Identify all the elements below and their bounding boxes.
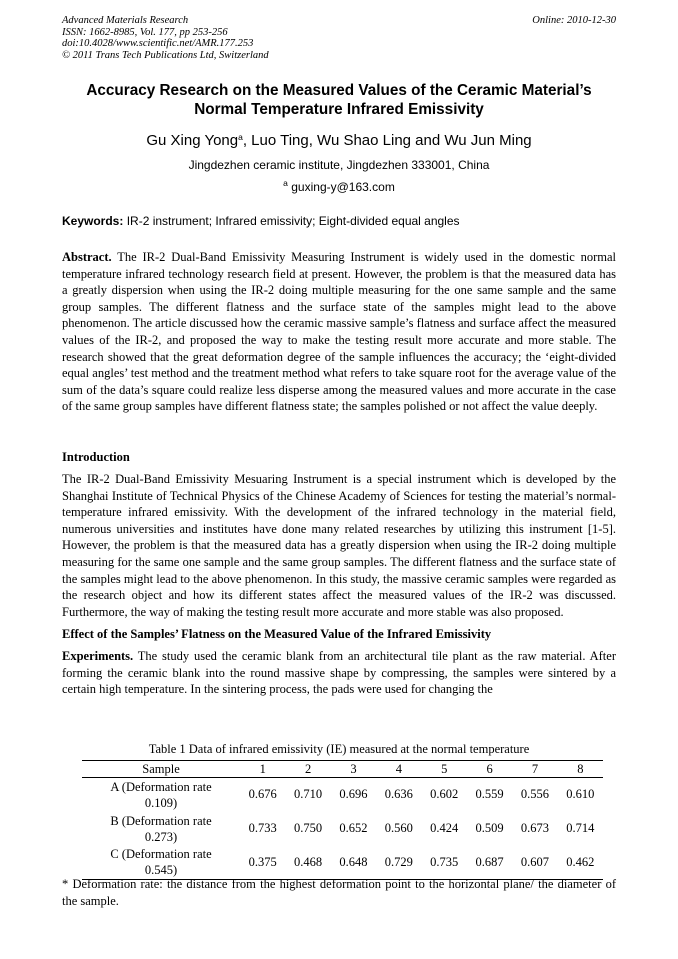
online-date: Online: 2010-12-30 [532,15,616,26]
abstract-text: The IR-2 Dual-Band Emissivity Measuring Instrument is widely used in the domestic normal temperature infrared technology research field at present. However, the problem is that the measured data has a greatly dispersion when using the IR-2 doing multiple measuring for the one same sample and the same group samples. The different flatness and the surface state of the samples might lead to the above phenomenon. The article discussed how the ceramic massive sample’s flatness and surface affect the measured values of the IR-2, and proposed the way to make the testing result more accurate and more stable. The research showed that the great deformation degree of the sample influences the accuracy; the ‘eight-divided equal angles’ test method and the treatment method what refers to take square root for the average value of the sum of the data’s square could realize less disperse among the measured values and more accurate in the case of the same group samples have different flatness state; the samples polished or not affect the value deeply. [62,250,617,414]
authors [40,131,638,151]
other-authors: , Luo Ting, Wu Shao Ling and Wu Jun Ming [242,132,532,149]
value-cell: 0.733 [248,821,277,835]
table-row [82,846,603,880]
value-cell: 0.610 [566,787,595,802]
value-cell: 0.424 [430,821,459,835]
value-cell: 0.687 [467,846,512,880]
journal-doi: doi:10.4028/www.scientific.net/AMR.177.253 [62,38,254,49]
value-cell: 0.729 [376,846,421,880]
author-email [40,179,638,195]
experiments-text: The study used the ceramic blank from an architectural tile plant as the raw material. After forming the ceramic blank into the round massive shape by compressing, the samples were sintered by a certain high temperature. In the sintering process, the pads were used for changing the [62,649,616,697]
journal-name: Advanced Materials Research [62,15,189,26]
value-cell: 0.676 [248,787,277,802]
experiments-label: Experiments. [62,649,134,663]
paper-title [40,81,638,119]
sample-label: A (Deformation rate [110,779,212,794]
col-header-1: 1 [240,761,285,778]
value-cell: 0.560 [384,821,413,835]
value-cell: 0.607 [512,846,557,880]
abstract-label: Abstract. [62,250,112,264]
value-cell: 0.509 [475,821,504,835]
affiliation: Jingdezhen ceramic institute, Jingdezhen 333001, China [188,158,490,172]
sample-cell [82,846,240,880]
email-address: guxing-y@163.com [291,180,395,194]
sample-label: C (Deformation rate [110,847,212,862]
keywords-text: IR-2 instrument; Infrared emissivity; Eight-divided equal angles [126,214,460,228]
value-cell: 0.714 [566,821,595,835]
journal-issn: ISSN: 1662-8985, Vol. 177, pp 253-256 [62,26,228,38]
author-affil-mark: a [238,132,243,142]
value-cell: 0.750 [294,821,323,835]
introduction-heading: Introduction [62,450,130,464]
sample-label: B (Deformation rate [110,813,212,828]
col-header-6: 6 [467,761,512,778]
col-header-5: 5 [422,761,467,778]
value-cell: 0.468 [285,846,330,880]
value-cell: 0.462 [558,846,603,880]
title-line-1: Accuracy Research on the Measured Values of the Ceramic Material’s [86,82,592,99]
keywords-label: Keywords: [62,214,124,228]
value-cell: 0.696 [339,787,368,802]
emissivity-table [82,760,603,880]
table-row [82,778,603,812]
value-cell: 0.710 [294,787,323,802]
sample-rate: 0.109) [144,795,178,810]
col-header-7: 7 [512,761,557,778]
journal-header [62,15,616,61]
experiments-paragraph [62,648,616,698]
value-cell: 0.735 [422,846,467,880]
first-author: Gu Xing Yong [146,132,239,149]
title-line-2: Normal Temperature Infrared Emissivity [194,101,484,118]
introduction-text: The IR-2 Dual-Band Emissivity Mesuaring Instrument is a special instrument which is developed by the Shanghai Institute of Technical Physics of the Chinese Academy of Sciences for testing the material’s normal-temperature infrared emissivity. With the development of the infrared technology in the material field, numerous universities and institutes have done many related researches by utilizing this instrument [1-5]. However, the problem is that the measured data has a greatly dispersion when using the IR-2 doing multiple measuring for the same one sample and the same group samples. The different flatness and the surface state of the samples might lead to the above phenomenon. In this study, the massive ceramic samples were regarded as the research object and how its different states affect the measured values of the IR-2 was discussed. Furthermore, the way of making the testing result more accurate and more stable was also proposed. [62,472,616,619]
value-cell: 0.556 [520,787,549,802]
col-header-4: 4 [376,761,421,778]
col-header-2: 2 [285,761,330,778]
value-cell: 0.559 [475,787,504,802]
value-cell: 0.636 [384,787,413,802]
col-header-sample: Sample [82,761,240,778]
section-2-heading: Effect of the Samples’ Flatness on the Measured Value of the Infrared Emissivity [62,627,492,641]
value-cell: 0.673 [520,821,549,835]
col-header-3: 3 [331,761,376,778]
value-cell: 0.648 [331,846,376,880]
email-mark: a [283,178,288,188]
table-caption: Table 1 Data of infrared emissivity (IE) measured at the normal temperature [148,742,530,756]
table-row [82,812,603,846]
abstract [62,249,616,415]
journal-copyright: © 2011 Trans Tech Publications Ltd, Switzerland [62,49,269,61]
sample-rate: 0.545) [144,863,178,878]
value-cell: 0.375 [240,846,285,880]
col-header-8: 8 [558,761,603,778]
table-header-row [82,761,603,778]
value-cell: 0.652 [339,821,368,835]
value-cell: 0.602 [430,787,459,802]
sample-rate: 0.273) [144,829,178,844]
table-footnote: * Deformation rate: the distance from the highest deformation point to the horizontal plane/ the diameter of the sample. [62,877,616,908]
sample-cell [82,812,240,846]
sample-cell [82,778,240,812]
keywords [62,213,616,229]
